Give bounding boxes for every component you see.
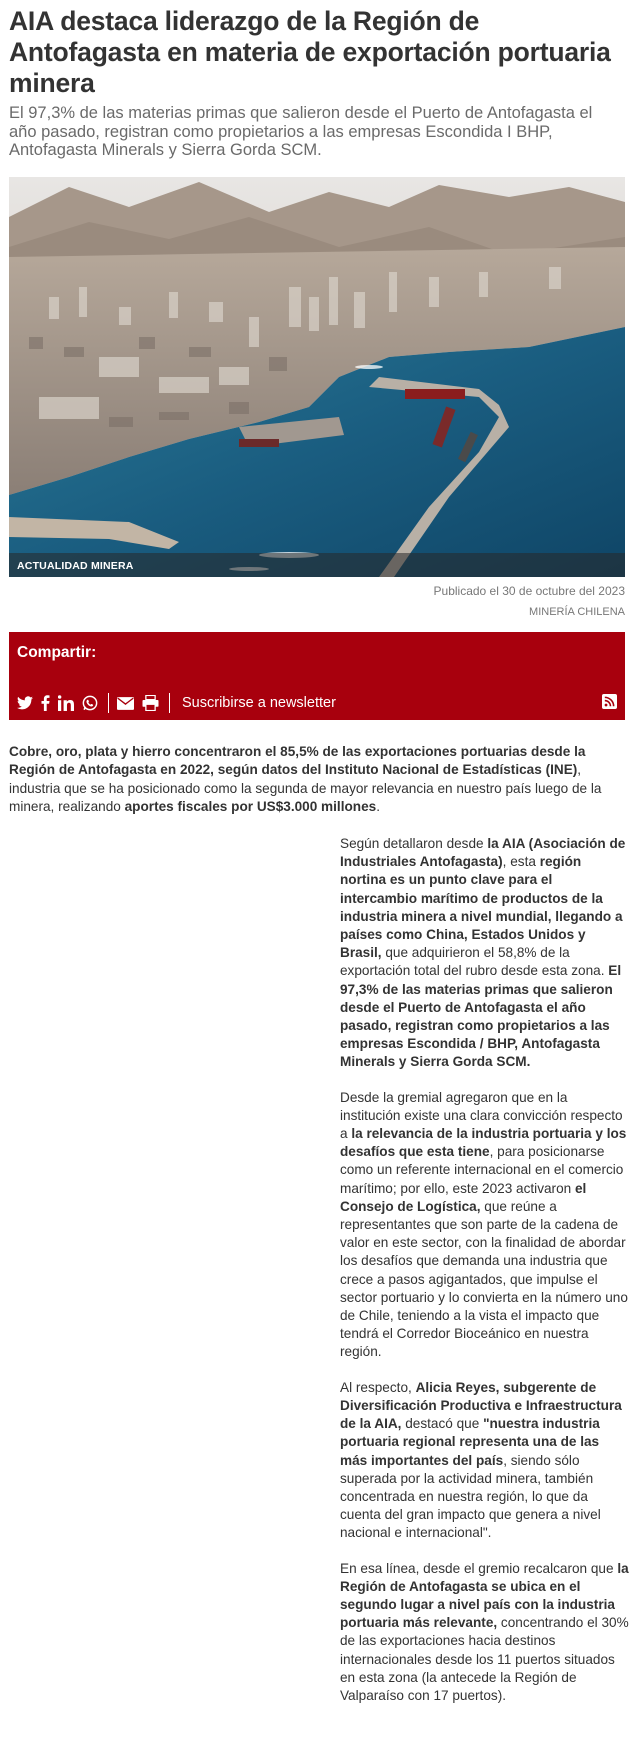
share-toolbar [17,692,617,714]
share-title: Compartir: [17,644,97,661]
bold-text: la AIA (Asociación de Industriales Antofagasta) [340,836,626,870]
article-subtitle: El 97,3% de las materias primas que salieron desde el Puerto de Antofagasta el año pasado, registran como propietarios a las empresas Escondida I BHP, Antofagasta Minerals y Sierra Gorda SCM. [9,104,593,159]
published-prefix: Publicado el [433,584,503,598]
hero-image[interactable] [9,177,625,577]
body-paragraph [340,835,630,1072]
text-run: concentrando el 30% de las exportaciones hacia destinos internacionales desde los 11 puertos situados en esta zona (la antecede la Región de Valparaíso con 17 puertos). [340,1615,629,1703]
share-separator [108,693,109,713]
article-title: AIA destaca liderazgo de la Región de Antofagasta en materia de exportación portuaria minera [9,6,611,98]
email-icon[interactable] [117,693,134,713]
text-run: , industria que se ha posicionado como la segunda de mayor relevancia en nuestro país luego de la minera, realizando [9,762,602,814]
bold-text: aportes fiscales por US$3.000 millones [124,798,377,814]
published-date [434,584,625,598]
share-box [9,632,625,720]
bold-text: Alicia Reyes, subgerente de Diversificación Productiva e Infraestructura de la AIA, [340,1379,622,1432]
body-paragraph [340,1560,630,1706]
text-run: , siendo sólo superada por la actividad minera, también concentrada en nuestra región, lo que da cuenta del gran impacto que genera a nivel nacional e internacional". [340,1452,601,1541]
bold-text: El 97,3% de las materias primas que salieron desde el Puerto de Antofagasta el año pasado, registran como propietarios a las empresas Escondida / BHP, Antofagasta Minerals y Sierra Gorda SCM. [340,963,622,1070]
body-paragraph [340,1379,630,1543]
text-run: que reúne a representantes que son parte de la cadena de valor en este sector, con la finalidad de abordar los desafíos que demanda una industria que crece a pasos agigantados, que impulse el sector portuario y lo convierta en la número uno de Chile, teniendo a la vista el impacto que tendrá el Corredor Bioceánico en nuestra región. [340,1198,628,1360]
text-run: Según detallaron desde [340,836,488,851]
text-run: que adquirieron el 58,8% de la exportación total del rubro desde esta zona. [340,945,609,979]
bold-text: la Región de Antofagasta se ubica en el segundo lugar a nivel país con la industria portuaria más relevante, [340,1560,629,1631]
body-paragraph [340,1089,630,1362]
linkedin-icon[interactable] [58,693,74,713]
text-run: En esa línea, desde el gremio recalcaron que [340,1560,618,1576]
port-aerial-photo [9,177,625,577]
newsletter-link[interactable]: Suscribirse a newsletter [182,695,336,711]
text-run: Desde la gremial agregaron que en la institución existe una clara convicción respecto a [340,1089,623,1142]
text-run: destacó que [401,1416,484,1432]
source-label: MINERÍA CHILENA [529,606,625,618]
bold-text: "nuestra industria portuaria regional representa una de las más importantes del país [340,1416,600,1468]
article-lead [9,743,623,816]
bold-text: Cobre, oro, plata y hierro concentraron el 85,5% de las exportaciones portuarias desde la Región de Antofagasta en 2022, según datos del Instituto Nacional de Estadísticas (INE) [9,744,586,778]
bold-text: la relevancia de la industria portuaria y los desafíos que esta tiene [340,1126,627,1160]
hero-caption: ACTUALIDAD MINERA [17,560,134,572]
whatsapp-icon[interactable] [82,693,98,713]
facebook-icon[interactable] [41,693,50,713]
bold-text: el Consejo de Logística, [340,1180,587,1214]
share-separator-2 [169,693,170,713]
text-run: , esta [502,854,540,870]
text-run: . [376,798,380,814]
published-date-value: 30 de octubre del 2023 [502,584,625,598]
text-run: , para posicionarse como un referente internacional en el comercio marítimo; por ello, este 2023 activaron [340,1144,624,1196]
bold-text: región nortina es un punto clave para el intercambio marítimo de productos de la industria minera a nivel mundial, llegando a países como China, Estados Unidos y Brasil, [340,854,623,961]
print-icon[interactable] [142,693,159,713]
article-body [340,835,630,1722]
rss-icon[interactable] [602,694,617,714]
twitter-icon[interactable] [17,693,33,713]
text-run: Al respecto, [340,1379,416,1395]
